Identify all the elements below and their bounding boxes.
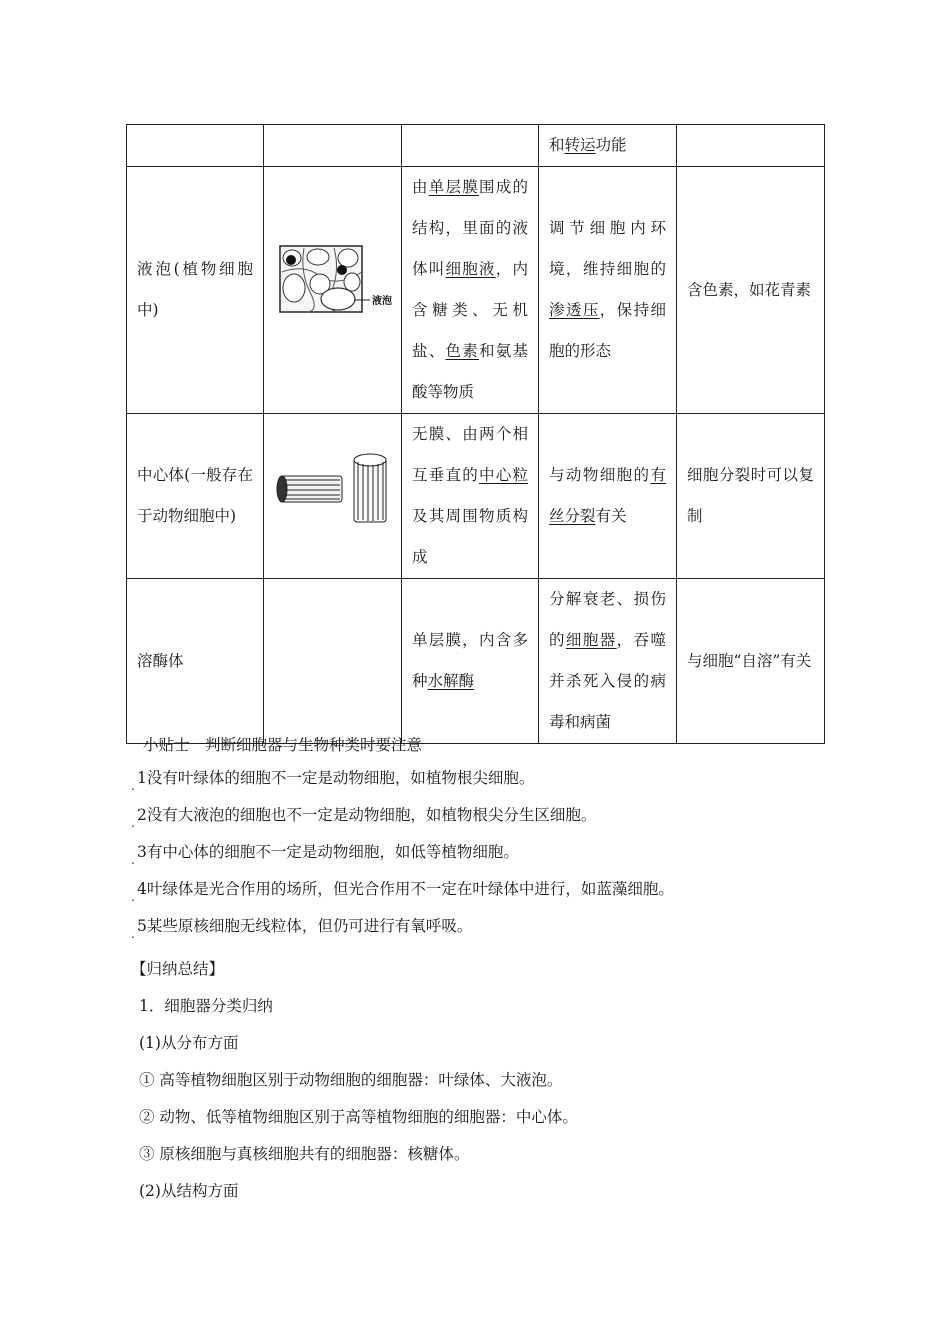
summary-heading: 【归纳总结】 — [131, 960, 225, 978]
text: ，内含糖类、无机盐、 — [412, 260, 528, 360]
underlined-term: 渗透压 — [549, 301, 600, 319]
text: 分解衰老、损伤的 — [549, 590, 666, 649]
underlined-term: 水解酶 — [427, 672, 475, 690]
table-cell — [677, 125, 825, 167]
text: 单层膜，内含多种 — [412, 631, 528, 690]
summary-line: 1．细胞器分类归纳 — [139, 997, 273, 1015]
list-item: . 2没有大液泡的细胞也不一定是动物细胞，如植物根尖分生区细胞。 — [131, 806, 597, 830]
underlined-term: 转运 — [564, 136, 596, 154]
vacuole-illustration — [274, 242, 394, 322]
tip-text: 1没有叶绿体的细胞不一定是动物细胞，如植物根尖细胞。 — [137, 769, 535, 787]
table-cell — [402, 125, 539, 167]
vacuole-illustration-cell — [264, 167, 402, 414]
summary-line: ② 动物、低等植物细胞区别于高等植物细胞的细胞器：中心体。 — [139, 1108, 578, 1126]
table-row — [127, 167, 825, 414]
text: ，吞噬并杀死入侵的病毒和病菌 — [549, 631, 666, 731]
summary-section — [131, 951, 831, 1210]
underlined-term: 细胞液 — [445, 260, 496, 278]
centrosome-illustration-cell — [264, 414, 402, 579]
note-cell: 含色素，如花青素 — [677, 167, 825, 414]
table-row — [127, 414, 825, 579]
summary-line: (2)从结构方面 — [139, 1182, 239, 1200]
list-item: . 4叶绿体是光合作用的场所，但光合作用不一定在叶绿体中进行，如蓝藻细胞。 — [131, 880, 674, 904]
note-cell: 与细胞“自溶”有关 — [677, 579, 825, 744]
text: 围成的结构，里面的液体叫 — [412, 178, 528, 278]
text: 及其周围物质构成 — [412, 507, 528, 566]
list-item: . 3有中心体的细胞不一定是动物细胞，如低等植物细胞。 — [131, 843, 519, 867]
tips-section — [131, 730, 831, 945]
function-cell — [539, 414, 677, 579]
function-cell — [539, 167, 677, 414]
text: 与动物细胞的 — [549, 466, 651, 484]
note-cell: 细胞分裂时可以复制 — [677, 414, 825, 579]
underlined-term: 有丝分裂 — [549, 466, 666, 525]
text: 功能 — [595, 136, 627, 154]
text: 有关 — [595, 507, 627, 525]
table-row — [127, 579, 825, 744]
underlined-term: 单层膜 — [428, 178, 479, 196]
tip-text: 5某些原核细胞无线粒体，但仍可进行有氧呼吸。 — [137, 917, 473, 935]
underlined-term: 色素 — [445, 342, 479, 360]
organelle-name: 液泡(植物细胞中) — [127, 167, 264, 414]
structure-cell — [402, 414, 539, 579]
summary-line: (1)从分布方面 — [139, 1034, 239, 1052]
text: 由 — [412, 178, 429, 196]
organelle-name: 溶酶体 — [127, 579, 264, 744]
table-cell — [264, 579, 402, 744]
centrosome-illustration — [274, 448, 394, 528]
text: 无膜、由两个相互垂直的 — [412, 425, 528, 484]
tip-text: 3有中心体的细胞不一定是动物细胞，如低等植物细胞。 — [137, 843, 519, 861]
organelle-name: 中心体(一般存在于动物细胞中) — [127, 414, 264, 579]
table-cell — [127, 125, 264, 167]
list-item: . 1没有叶绿体的细胞不一定是动物细胞，如植物根尖细胞。 — [131, 769, 535, 793]
text: 调节细胞内环境，维持细胞的 — [549, 219, 666, 278]
text: 和氨基酸等物质 — [412, 342, 528, 401]
tips-heading: 小贴士 判断细胞器与生物种类时要注意 — [143, 736, 423, 754]
structure-cell — [402, 167, 539, 414]
underlined-term: 中心粒 — [478, 466, 528, 484]
text: 和 — [549, 136, 565, 154]
tip-text: 4叶绿体是光合作用的场所，但光合作用不一定在叶绿体中进行，如蓝藻细胞。 — [137, 880, 674, 898]
function-cell — [539, 579, 677, 744]
function-cell — [539, 125, 677, 167]
organelle-table — [126, 124, 825, 744]
underlined-term: 细胞器 — [565, 631, 617, 649]
summary-line: ③ 原核细胞与真核细胞共有的细胞器：核糖体。 — [139, 1145, 470, 1163]
vacuole-label: 液泡 — [372, 296, 392, 307]
table-cell — [264, 125, 402, 167]
summary-line: ① 高等植物细胞区别于动物细胞的细胞器：叶绿体、大液泡。 — [139, 1071, 563, 1089]
table-row — [127, 125, 825, 167]
tip-text: 2没有大液泡的细胞也不一定是动物细胞，如植物根尖分生区细胞。 — [137, 806, 597, 824]
structure-cell — [402, 579, 539, 744]
list-item: . 5某些原核细胞无线粒体，但仍可进行有氧呼吸。 — [131, 917, 473, 941]
text: ，保持细胞的形态 — [549, 301, 666, 360]
